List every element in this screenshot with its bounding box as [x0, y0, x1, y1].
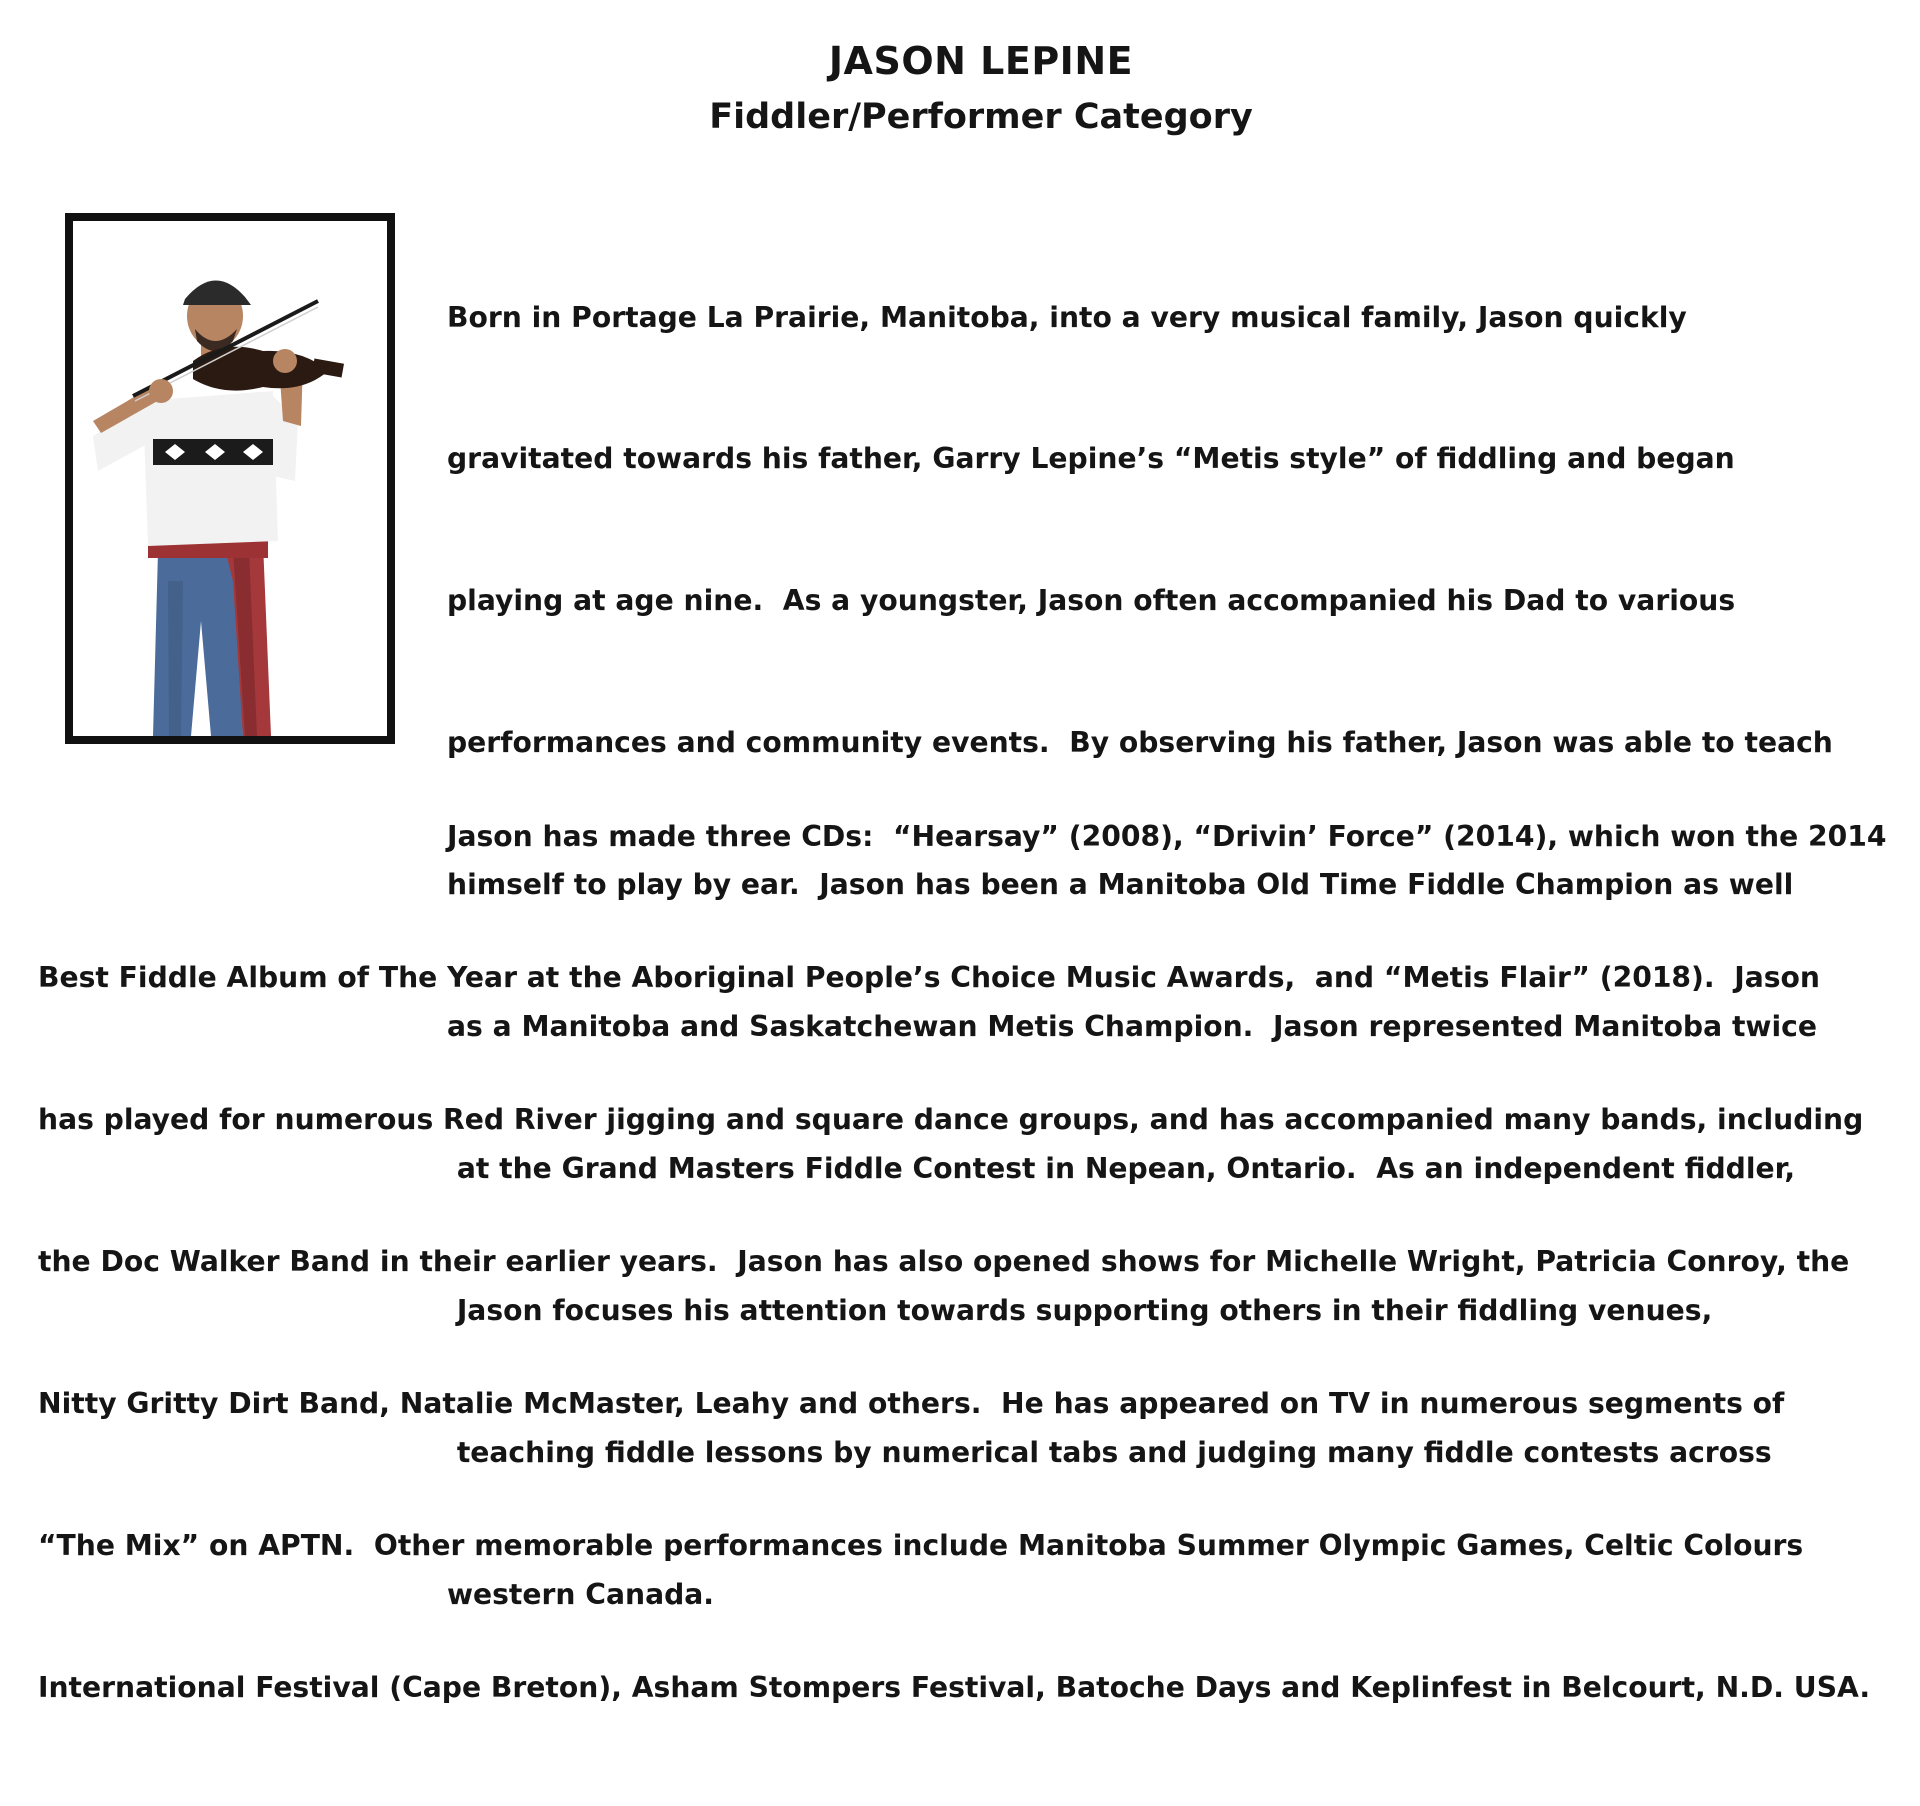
- bio-line: Nitty Gritty Dirt Band, Natalie McMaster, Leahy and others. He has appeared on TV in numerous segments of: [38, 1387, 1785, 1421]
- bio-line: the Doc Walker Band in their earlier years. Jason has also opened shows for Michelle Wright, Patricia Conroy, the: [38, 1245, 1850, 1279]
- bio-line: “The Mix” on APTN. Other memorable performances include Manitoba Summer Olympic Games, Celtic Colours: [38, 1529, 1804, 1563]
- bio-line: playing at age nine. As a youngster, Jason often accompanied his Dad to various: [447, 584, 1736, 618]
- bio-line: Born in Portage La Prairie, Manitoba, into a very musical family, Jason quickly: [447, 300, 1687, 334]
- bio-line: Jason focuses his attention towards supporting others in their fiddling venues,: [447, 1293, 1713, 1327]
- fiddler-illustration: [73, 221, 387, 736]
- bio-line: Jason has made three CDs: “Hearsay” (2008), “Drivin’ Force” (2014), which won the 2014: [447, 819, 1887, 853]
- page-title: JASON LEPINE: [828, 39, 1134, 83]
- bio-line: gravitated towards his father, Garry Lepine’s “Metis style” of fiddling and began: [447, 442, 1735, 476]
- bio-line: Best Fiddle Album of The Year at the Aboriginal People’s Choice Music Awards, and “Metis Flair” (2018). Jason: [38, 961, 1820, 995]
- bio-line: International Festival (Cape Breton), Asham Stompers Festival, Batoche Days and Keplinfest in Belcourt, N.D. USA.: [38, 1670, 1871, 1704]
- bio-line: has played for numerous Red River jigging and square dance groups, and has accompanied many bands, including: [38, 1103, 1864, 1137]
- bio-line: western Canada.: [447, 1577, 715, 1611]
- fiddler-photo: [65, 213, 395, 744]
- bio-line: performances and community events. By observing his father, Jason was able to teach: [447, 726, 1833, 760]
- bio-line: himself to play by ear. Jason has been a Manitoba Old Time Fiddle Champion as well: [447, 868, 1794, 902]
- page-subtitle: Fiddler/Performer Category: [709, 97, 1253, 137]
- document-header: [0, 36, 1920, 142]
- bio-line: teaching fiddle lessons by numerical tabs and judging many fiddle contests across: [447, 1435, 1772, 1469]
- bio-paragraph-2: [38, 718, 1886, 1806]
- bio-line: at the Grand Masters Fiddle Contest in Nepean, Ontario. As an independent fiddler,: [447, 1151, 1796, 1185]
- bio-line: as a Manitoba and Saskatchewan Metis Champion. Jason represented Manitoba twice: [447, 1010, 1817, 1044]
